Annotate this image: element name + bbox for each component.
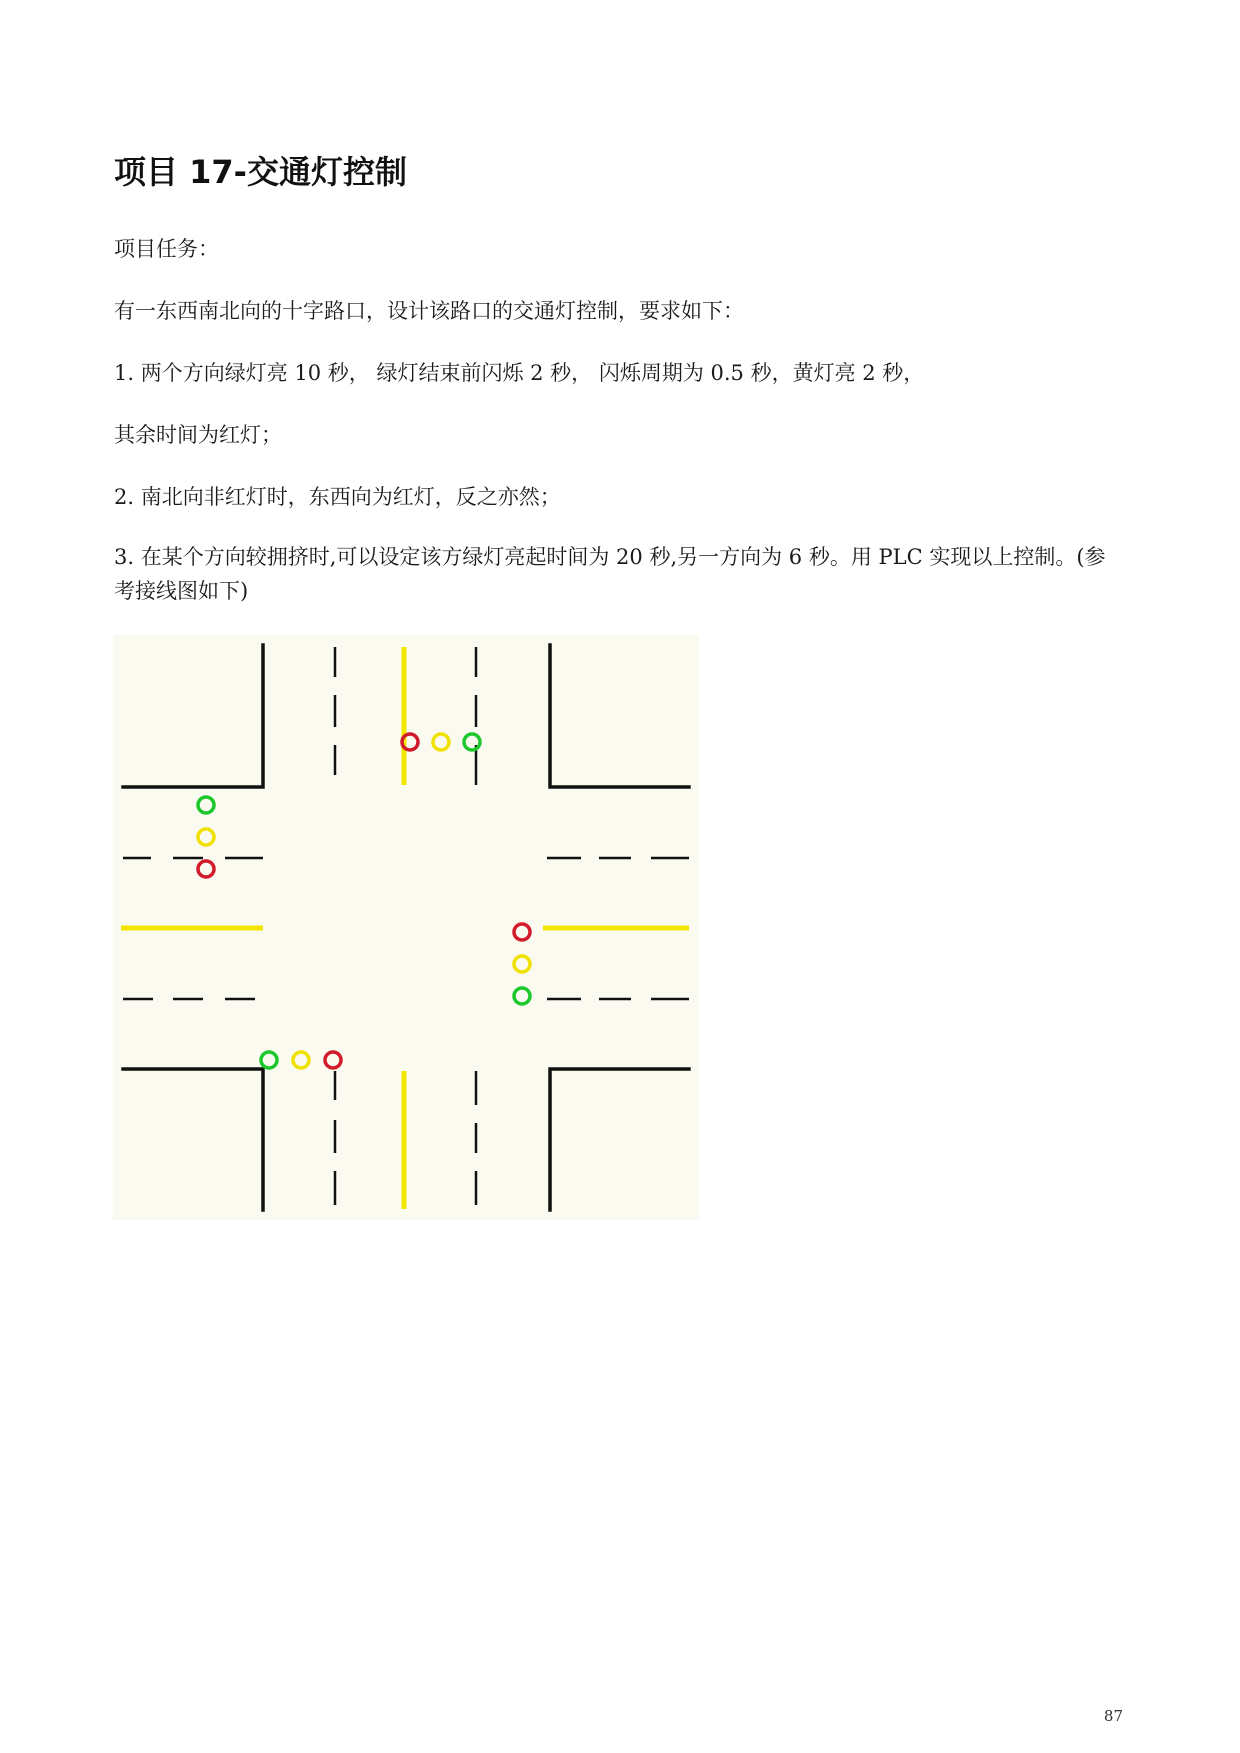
requirement-1-line-2: 其余时间为红灯； bbox=[114, 423, 282, 447]
intersection-svg bbox=[113, 635, 699, 1220]
signal-east-yellow-light bbox=[514, 956, 530, 972]
curb-bottom-left bbox=[123, 1069, 263, 1210]
signal-east-green-light bbox=[514, 988, 530, 1004]
curb-bottom-right bbox=[550, 1069, 689, 1210]
signal-west-green-light bbox=[198, 797, 214, 813]
section-label: 项目任务： bbox=[114, 237, 219, 261]
signal-south-red-light bbox=[325, 1052, 341, 1068]
requirement-3: 3. 在某个方向较拥挤时,可以设定该方绿灯亮起时间为 20 秒,另一方向为 6 秒。用 PLC 实现以上控制。(参考接线图如下) bbox=[114, 545, 1106, 603]
requirement-1-line-1: 1. 两个方向绿灯亮 10 秒， 绿灯结束前闪烁 2 秒， 闪烁周期为 0.5 秒，黄灯亮 2 秒， bbox=[114, 361, 925, 385]
requirement-2: 2. 南北向非红灯时，东西向为红灯，反之亦然； bbox=[114, 485, 561, 509]
curb-top-right bbox=[550, 645, 689, 787]
intersection-diagram bbox=[113, 635, 699, 1220]
signal-west-yellow-light bbox=[198, 829, 214, 845]
curb-top-left bbox=[123, 645, 263, 787]
intro-paragraph: 有一东西南北向的十字路口，设计该路口的交通灯控制，要求如下： bbox=[114, 299, 744, 323]
signal-south-green-light bbox=[261, 1052, 277, 1068]
signal-north-green-light bbox=[464, 734, 480, 750]
signal-south-yellow-light bbox=[293, 1052, 309, 1068]
signal-north-yellow-light bbox=[433, 734, 449, 750]
signal-east-red-light bbox=[514, 924, 530, 940]
signal-west-red-light bbox=[198, 861, 214, 877]
page-number: 87 bbox=[1103, 1707, 1123, 1725]
page-title: 项目 17-交通灯控制 bbox=[114, 153, 407, 191]
